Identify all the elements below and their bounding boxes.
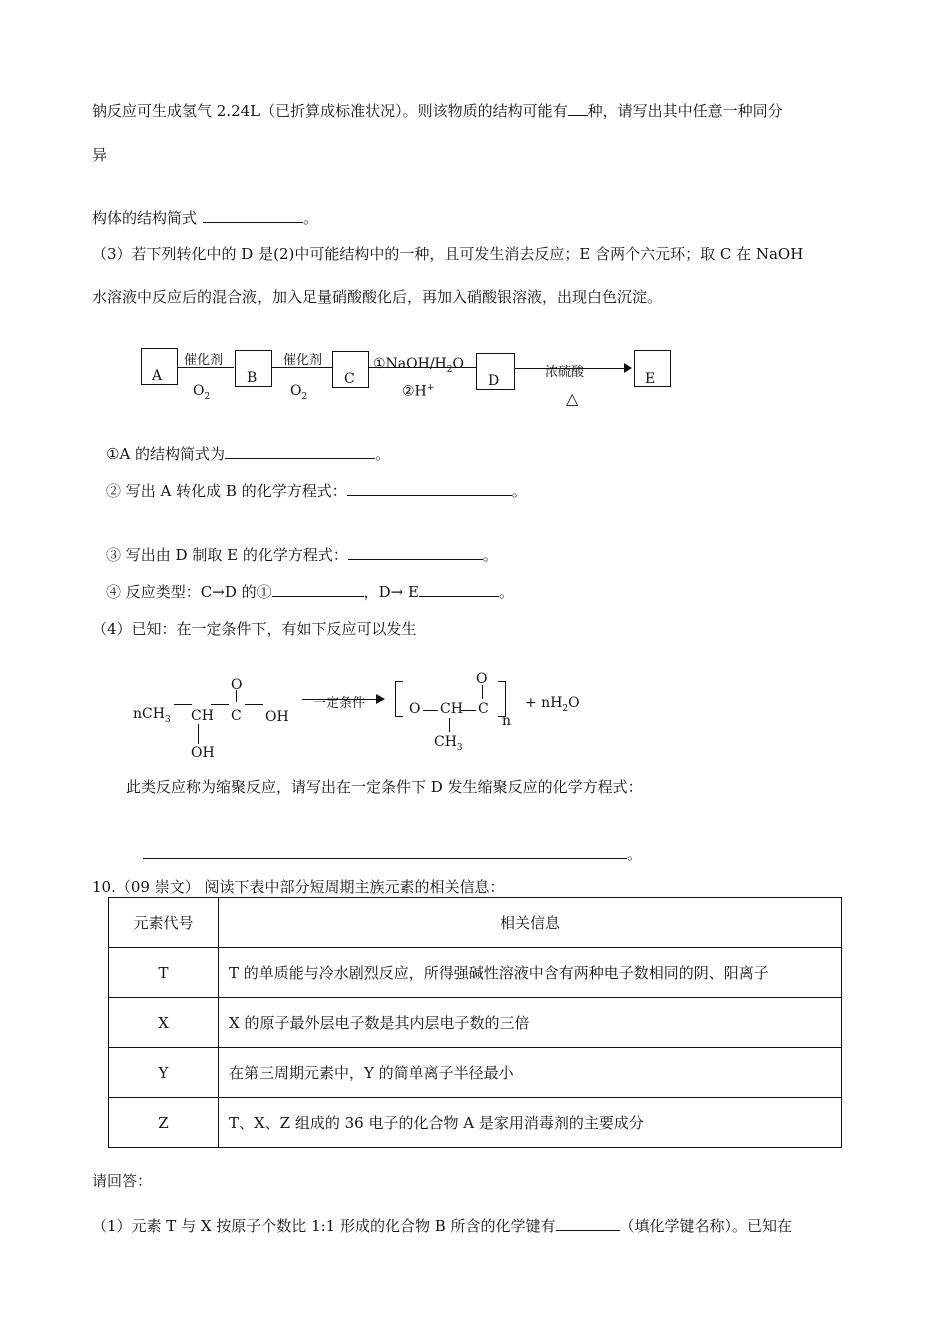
label-a: A: [152, 368, 163, 384]
reactant-c: C: [231, 708, 242, 724]
q10-ask: 请回答：: [92, 1172, 153, 1190]
q9-part2-line3: 构体的结构简式 。: [92, 209, 319, 227]
table-header-row: [109, 898, 842, 948]
q9-sub4: ④ 反应类型：C→D 的① ，D→ E 。: [106, 583, 514, 601]
chain-o-top: O: [476, 671, 488, 687]
q10-title: 10.（09 崇文） 阅读下表中部分短周期主族元素的相关信息：: [92, 878, 505, 896]
chain-ch3: $CH_3$: [434, 734, 463, 753]
table-cell-info: X 的原子最外层电子数是其内层电子数的三倍: [219, 998, 842, 1048]
reaction-arrowhead: [376, 694, 385, 704]
o2-label-1: $O_2$: [193, 383, 211, 402]
table-cell-info: T、X、Z 组成的 36 电子的化合物 A 是家用消毒剂的主要成分: [219, 1098, 842, 1148]
chain-bond-1: [423, 710, 438, 711]
reactant-o-top: O: [231, 677, 243, 693]
q9-part4-intro: （4）已知：在一定条件下，有如下反应可以发生: [92, 620, 417, 638]
bond-3: [245, 704, 263, 705]
product-water: + $nH_2O$: [525, 695, 580, 714]
table-header-code: 元素代号: [109, 898, 219, 948]
bond-2: [211, 704, 229, 705]
chain-c: C: [478, 701, 489, 717]
q9-part2-line1: 钠反应可生成氢气 2.24L（已折算成标准状况）。则该物质的结构可能有 种，请写出其中任意一种同分: [92, 102, 783, 120]
element-info-table: [108, 897, 842, 1148]
table-row: [109, 948, 842, 998]
h2so4-label: 浓硫酸: [545, 365, 585, 380]
table-cell-code: T: [109, 948, 219, 998]
subscript-n: n: [502, 713, 512, 729]
q9-part4-answer-line: 。: [143, 844, 642, 864]
q9-sub3: ③ 写出由 D 制取 E 的化学方程式： 。: [106, 546, 498, 564]
condition-label: 一定条件: [313, 696, 366, 711]
q9-sub2: ② 写出 A 转化成 B 的化学方程式： 。: [106, 482, 527, 500]
table-row: [109, 1048, 842, 1098]
chain-bond-2: [461, 710, 476, 711]
cat1-label: 催化剂: [184, 353, 224, 368]
q9-part2-line2: 异: [92, 146, 108, 164]
naoh-label: ①NaOH/$H_2O$: [373, 356, 464, 375]
label-e: E: [645, 371, 656, 387]
bond-1: [174, 704, 192, 705]
bracket-right: [498, 681, 506, 717]
q9-sub1: ①A 的结构简式为 。: [106, 445, 391, 463]
q9-part4-note: 此类反应称为缩聚反应，请写出在一定条件下 D 发生缩聚反应的化学方程式：: [126, 778, 643, 796]
q10-q1: （1）元素 T 与 X 按原子个数比 1:1 形成的化合物 B 所含的化学键有 （填化学键名称）。已知在: [92, 1217, 793, 1235]
bracket-left: [395, 681, 403, 717]
bond-oh: [198, 724, 199, 744]
q9-part3-line1: （3）若下列转化中的 D 是(2)中可能结构中的一种，且可发生消去反应；E 含两个六元环；取 C 在 NaOH: [92, 245, 804, 263]
arrowhead-d-e: [624, 363, 632, 373]
chain-o: O: [409, 701, 421, 717]
heat-symbol: △: [566, 389, 579, 408]
table-row: [109, 1098, 842, 1148]
table-row: [109, 998, 842, 1048]
reactant-ch: CH: [191, 708, 214, 724]
q9-part3-line2: 水溶液中反应后的混合液，加入足量硝酸酸化后，再加入硝酸银溶液，出现白色沉淀。: [92, 288, 663, 306]
table-cell-code: Y: [109, 1048, 219, 1098]
table-cell-code: Z: [109, 1098, 219, 1148]
double-bond-1: [236, 690, 237, 702]
table-header-info: 相关信息: [219, 898, 842, 948]
reactant-oh-2: OH: [191, 745, 215, 761]
table-cell-info: T 的单质能与冷水剧烈反应，所得强碱性溶液中含有两种电子数相同的阴、阳离子: [219, 948, 842, 998]
label-b: B: [247, 370, 258, 386]
table-cell-code: X: [109, 998, 219, 1048]
hplus-label: ②H+: [402, 383, 435, 400]
reactant-nch3: nCH$_3$: [133, 706, 171, 725]
chain-ch: CH: [440, 701, 463, 717]
bond-ch3: [449, 718, 450, 732]
o2-label-2: $O_2$: [290, 383, 308, 402]
cat2-label: 催化剂: [283, 353, 323, 368]
double-bond-2: [482, 685, 483, 699]
label-d: D: [488, 373, 500, 389]
table-cell-info: 在第三周期元素中，Y 的简单离子半径最小: [219, 1048, 842, 1098]
reactant-oh-1: OH: [265, 709, 289, 725]
label-c: C: [344, 371, 355, 387]
